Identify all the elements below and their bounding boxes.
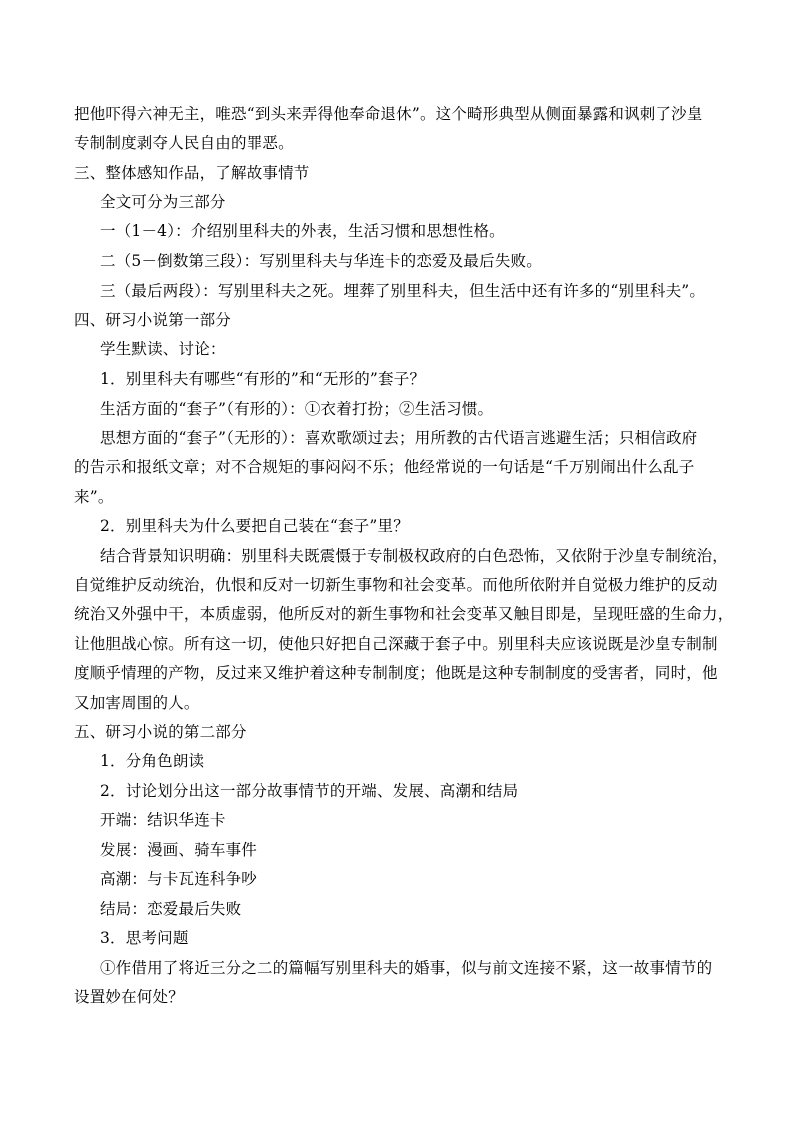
text-line: 发展：漫画、骑车事件	[100, 841, 258, 859]
text-line: 二（5－倒数第三段）：写别里科夫与华连卡的恋爱及最后失败。	[100, 252, 542, 270]
text-line: 专制制度剥夺人民自由的罪恶。	[74, 134, 294, 152]
text-line: 一（1－4）：介绍别里科夫的外表，生活习惯和思想性格。	[100, 222, 505, 240]
text-line: 设置妙在何处？	[74, 988, 184, 1006]
text-line: 1．分角色朗读	[100, 752, 205, 770]
text-line: 统治又外强中干，本质虚弱，他所反对的新生事物和社会变革又触目即是，呈现旺盛的生命力，	[74, 605, 734, 623]
text-line: 思想方面的“套子”（无形的）：喜欢歌颂过去；用所教的古代语言逃避生活；只相信政府	[100, 429, 698, 447]
text-line: 结局：恋爱最后失败	[100, 900, 242, 918]
text-line: 全文可分为三部分	[100, 193, 226, 211]
text-line: 2．讨论划分出这一部分故事情节的开端、发展、高潮和结局	[100, 782, 519, 800]
question-line: 1．别里科夫有哪些“有形的”和“无形的”套子？	[100, 370, 426, 388]
text-line: ①作借用了将近三分之二的篇幅写别里科夫的婚事，似与前文连接不紧，这一故事情节的	[100, 959, 713, 977]
text-line: 让他胆战心惊。所有这一切，使他只好把自己深藏于套子中。别里科夫应该说既是沙皇专制制	[74, 635, 718, 653]
section-heading: 五、研习小说的第二部分	[74, 723, 247, 741]
text-line: 学生默读、讨论：	[100, 340, 226, 358]
text-line: 自觉维护反动统治，仇恨和反对一切新生事物和社会变革。而他所依附并自觉极力维护的反动	[74, 576, 718, 594]
text-line: 又加害周围的人。	[74, 694, 200, 712]
section-heading: 三、整体感知作品，了解故事情节	[74, 164, 310, 182]
text-line: 把他吓得六神无主，唯恐“到头来弄得他奉命退休”。这个畸形典型从侧面暴露和讽刺了沙皇	[74, 105, 703, 123]
text-line: 来”。	[74, 488, 114, 506]
text-line: 3．思考问题	[100, 929, 189, 947]
text-line: 开端：结识华连卡	[100, 811, 226, 829]
text-line: 三（最后两段）：写别里科夫之死。埋葬了别里科夫，但生活中还有许多的“别里科夫”。	[100, 282, 706, 300]
text-line: 结合背景知识明确：别里科夫既震慑于专制极权政府的白色恐怖，又依附于沙皇专制统治，	[100, 547, 729, 565]
text-line: 度顺乎情理的产物，反过来又维护着这种专制制度；他既是这种专制制度的受害者，同时，他	[74, 664, 718, 682]
section-heading: 四、研习小说第一部分	[74, 311, 232, 329]
text-line: 生活方面的“套子”（有形的）：①衣着打扮；②生活习惯。	[100, 400, 494, 418]
text-line: 的告示和报纸文章；对不合规矩的事闷闷不乐；他经常说的一句话是“千万别闹出什么乱子	[74, 458, 695, 476]
question-line: 2．别里科夫为什么要把自己装在“套子”里？	[100, 517, 409, 535]
text-line: 高潮：与卡瓦连科争吵	[100, 870, 258, 888]
